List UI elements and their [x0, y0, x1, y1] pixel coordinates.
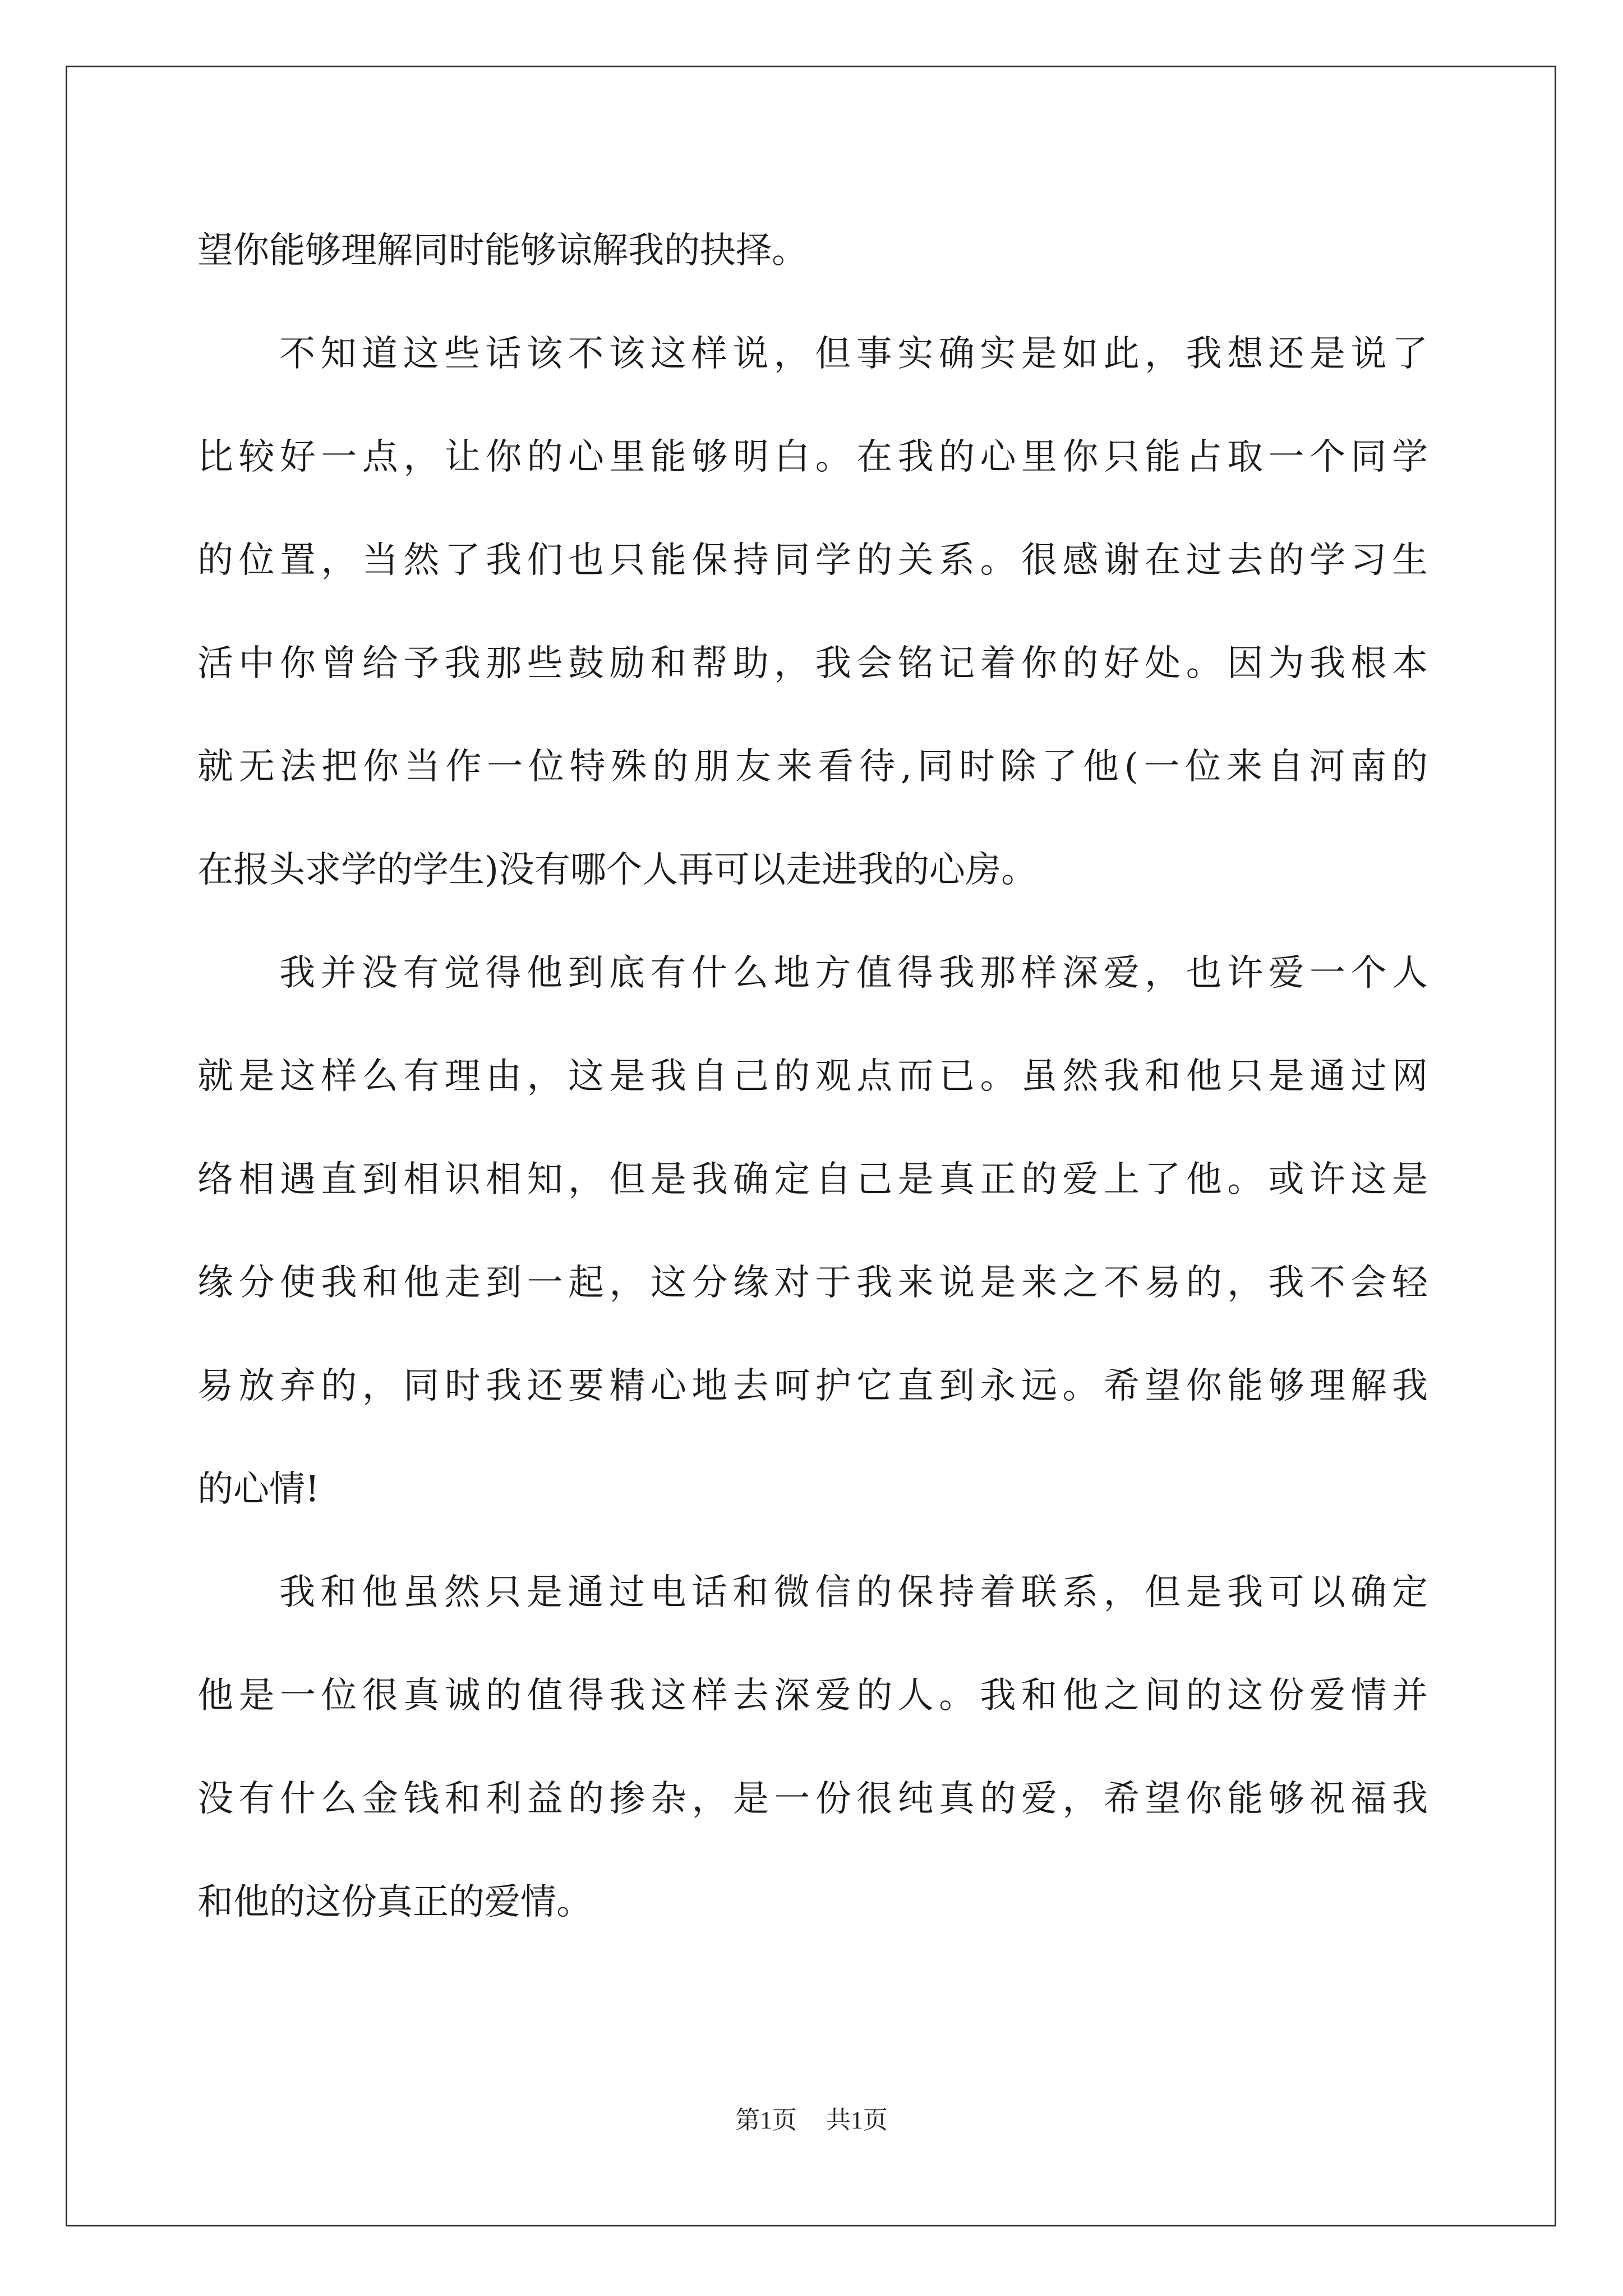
paragraph-line: 望你能够理解同时能够谅解我的抉择。	[197, 230, 808, 272]
paragraph-line: 在报头求学的学生)没有哪个人再可以走进我的心房。	[197, 849, 1037, 891]
page-total: 共1页	[826, 2106, 888, 2134]
paragraph-line: 我并没有觉得他到底有什么地方值得我那样深爱，也许爱一个人	[279, 953, 1428, 994]
paragraph-line: 络相遇直到相识相知，但是我确定自己是真正的爱上了他。或许这是	[197, 1159, 1428, 1200]
paragraph-line: 活中你曾给予我那些鼓励和帮助，我会铭记着你的好处。因为我根本	[197, 643, 1428, 684]
paragraph-line: 和他的这份真正的爱情。	[197, 1881, 592, 1923]
paragraph-line: 的心情!	[197, 1469, 320, 1510]
paragraph-line: 没有什么金钱和利益的掺杂，是一份很纯真的爱，希望你能够祝福我	[197, 1778, 1428, 1820]
paragraph-line: 缘分使我和他走到一起，这分缘对于我来说是来之不易的，我不会轻	[197, 1262, 1428, 1304]
paragraph-line: 就无法把你当作一位特殊的朋友来看待,同时除了他(一位来自河南的	[197, 746, 1428, 788]
paragraph-line: 就是这样么有理由，这是我自己的观点而已。虽然我和他只是通过网	[197, 1056, 1428, 1097]
paragraph-line: 不知道这些话该不该这样说，但事实确实是如此，我想还是说了	[279, 333, 1428, 375]
paragraph-line: 易放弃的，同时我还要精心地去呵护它直到永远。希望你能够理解我	[197, 1365, 1428, 1407]
page-number: 第1页	[735, 2106, 797, 2134]
paragraph-line: 比较好一点，让你的心里能够明白。在我的心里你只能占取一个同学	[197, 436, 1428, 478]
page-footer	[0, 2104, 1623, 2137]
paragraph-line: 的位置，当然了我们也只能保持同学的关系。很感谢在过去的学习生	[197, 540, 1428, 581]
paragraph-line: 我和他虽然只是通过电话和微信的保持着联系，但是我可以确定	[279, 1572, 1428, 1613]
document-body	[197, 199, 1428, 1954]
paragraph-line: 他是一位很真诚的值得我这样去深爱的人。我和他之间的这份爱情并	[197, 1675, 1428, 1717]
